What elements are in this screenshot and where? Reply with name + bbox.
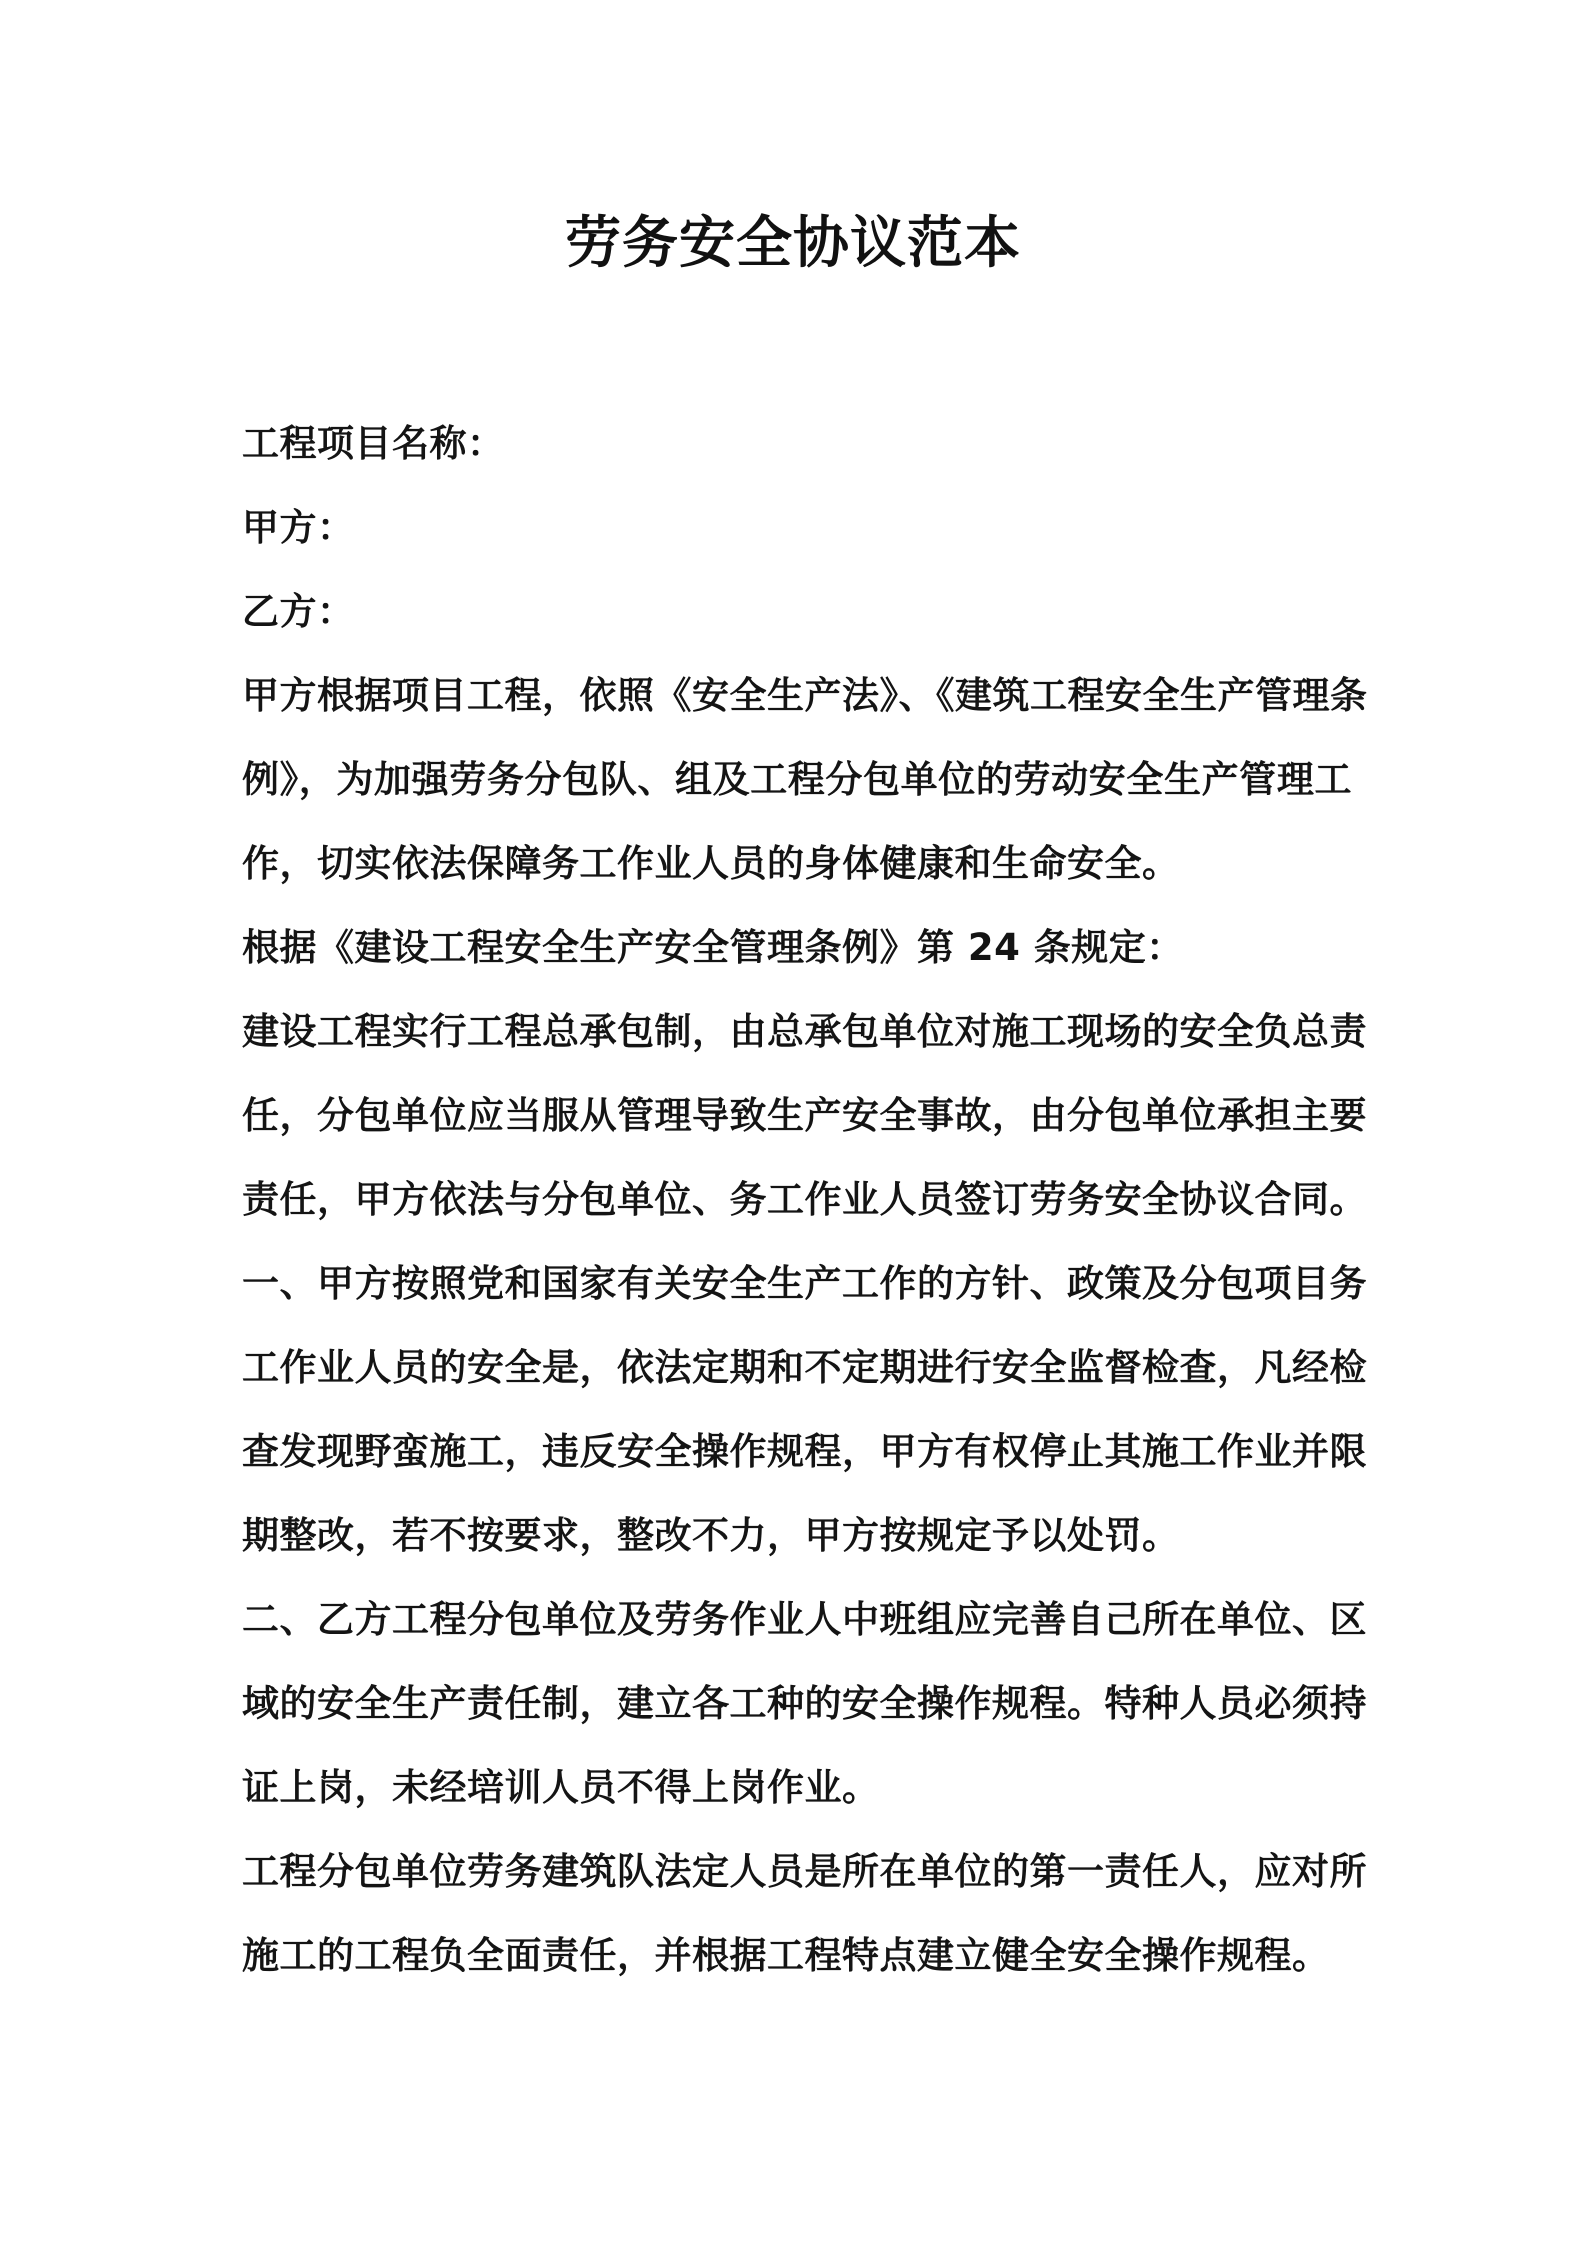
field-party-a: 甲方：	[242, 506, 355, 549]
paragraph-line: 工程分包单位劳务建筑队法定人员是所在单位的第一责任人，应对所	[242, 1850, 1367, 1893]
paragraph-line: 甲方根据项目工程，依照《安全生产法》、《建筑工程安全生产管理条	[242, 674, 1368, 717]
field-project-name: 工程项目名称：	[242, 422, 505, 465]
paragraph-line: 责任，甲方依法与分包单位、务工作业人员签订劳务安全协议合同。	[242, 1178, 1367, 1221]
paragraph-line: 根据《建设工程安全生产安全管理条例》第 24 条规定：	[242, 926, 1184, 969]
paragraph-line: 例》，为加强劳务分包队、组及工程分包单位的劳动安全生产管理工	[242, 758, 1352, 801]
paragraph-line: 一、甲方按照党和国家有关安全生产工作的方针、政策及分包项目务	[242, 1262, 1367, 1305]
paragraph-line: 作，切实依法保障务工作业人员的身体健康和生命安全。	[242, 842, 1180, 885]
paragraph-line: 任，分包单位应当服从管理导致生产安全事故，由分包单位承担主要	[242, 1094, 1367, 1137]
paragraph-line: 建设工程实行工程总承包制，由总承包单位对施工现场的安全负总责	[242, 1010, 1367, 1053]
paragraph-line: 查发现野蛮施工，违反安全操作规程，甲方有权停止其施工作业并限	[242, 1430, 1367, 1473]
paragraph-line: 工作业人员的安全是，依法定期和不定期进行安全监督检查，凡经检	[242, 1346, 1367, 1389]
paragraph-line: 域的安全生产责任制，建立各工种的安全操作规程。特种人员必须持	[242, 1682, 1367, 1725]
document-body	[242, 402, 1368, 1998]
field-party-b: 乙方：	[242, 590, 355, 633]
paragraph-line: 二、乙方工程分包单位及劳务作业人中班组应完善自己所在单位、区	[242, 1598, 1367, 1641]
paragraph-line: 期整改，若不按要求，整改不力，甲方按规定予以处罚。	[242, 1514, 1180, 1557]
paragraph-line: 施工的工程负全面责任，并根据工程特点建立健全安全操作规程。	[242, 1934, 1330, 1977]
paragraph-line: 证上岗，未经培训人员不得上岗作业。	[242, 1766, 880, 1809]
document-title: 劳务安全协议范本	[565, 211, 1021, 276]
